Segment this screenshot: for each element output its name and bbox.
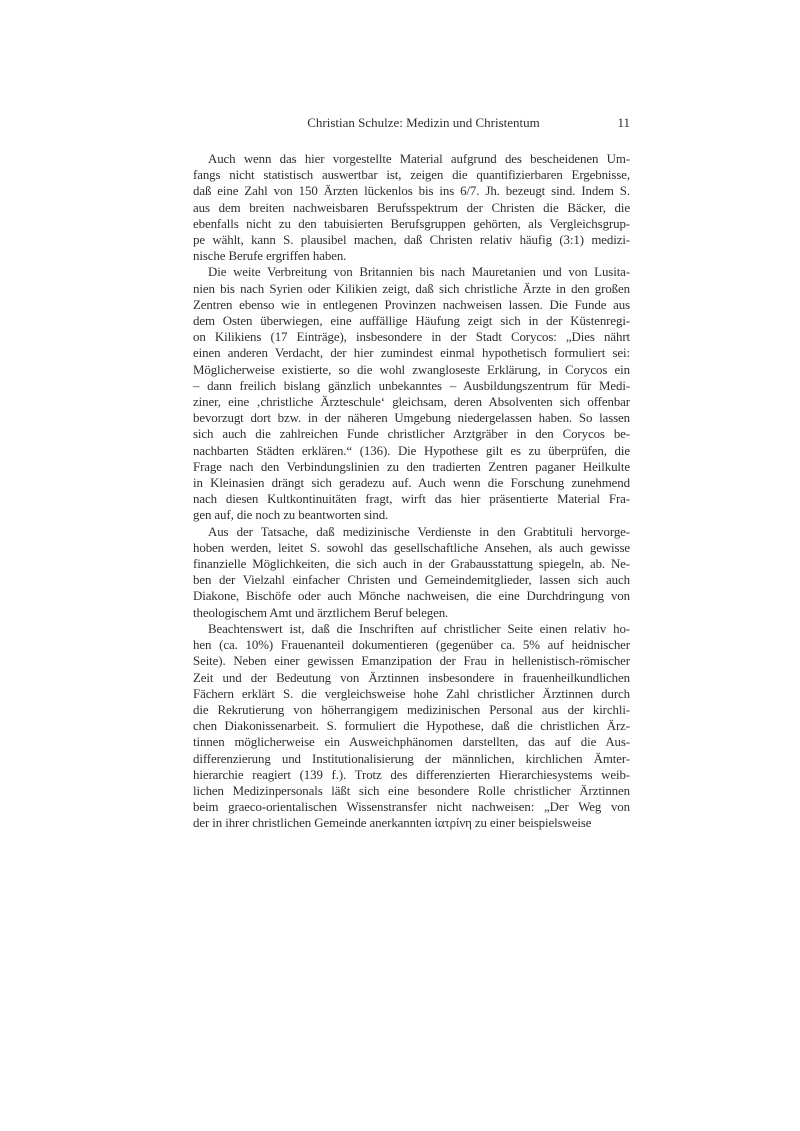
text-line: – dann freilich bislang gänzlich unbekanntes – Ausbildungszentrum für Medi- [193, 378, 630, 393]
text-line: ziner, eine ‚christliche Ärzteschule‘ gleichsam, deren Absolventen sich offenbar [193, 395, 630, 410]
text-line: hen (ca. 10%) Frauenanteil dokumentieren (gegenüber ca. 5% auf heidnischer [193, 638, 630, 653]
text-line: beim graeco-orientalischen Wissenstransfer nicht nachweisen: „Der Weg von [193, 800, 630, 815]
paragraph [193, 151, 630, 264]
text-line: Frage nach den Verbindungslinien zu den tradierten Zentren paganer Heilkulte [193, 459, 630, 474]
text-line: dem Osten überwiegen, eine auffällige Häufung zeigt sich in der Küstenregi- [193, 314, 630, 329]
text-line: der in ihrer christlichen Gemeinde anerkannten ἰατρίνη zu einer beispielsweise [193, 816, 592, 831]
text-line: lichen Medizinpersonals läßt sich eine besondere Rolle christlicher Ärztinnen [193, 783, 630, 798]
text-line: gen auf, die noch zu beantworten sind. [193, 508, 389, 523]
text-line: nien bis nach Syrien oder Kilikien zeigt, daß sich christliche Ärzte in den großen [193, 281, 630, 296]
text-line: Aus der Tatsache, daß medizinische Verdienste in den Grabtituli hervorge- [208, 524, 630, 539]
paragraph [193, 264, 630, 523]
text-line: Möglicherweise existierte, so die wohl zwangloseste Erklärung, in Corycos ein [193, 362, 630, 377]
text-line: die Rekrutierung von höherrangigem medizinischen Personal aus der kirchli- [193, 702, 630, 717]
text-line: hierarchie reagiert (139 f.). Trotz des differenzierten Hierarchiesystems weib- [193, 767, 630, 782]
text-line: Auch wenn das hier vorgestellte Material aufgrund des bescheidenen Um- [208, 152, 630, 166]
text-line: einen anderen Verdacht, der hier zumindest einmal hypothetisch formuliert sei: [193, 346, 630, 361]
text-line: in Kleinasien drängt sich geradezu auf. Auch wenn die Forschung zunehmend [193, 476, 630, 491]
text-line: Zeit und der Bedeutung von Ärztinnen insbesondere in frauenheilkundlichen [193, 670, 630, 685]
text-line: Diakone, Bischöfe oder auch Mönche nachweisen, die eine Durchdringung von [193, 589, 630, 604]
text-line: nach diesen Kultkontinuitäten fragt, wirft das hier präsentierte Material Fra- [193, 492, 630, 507]
page-number: 11 [617, 115, 630, 130]
text-line: bevorzugt dort bzw. in der näheren Umgebung niedergelassen haben. So lassen [193, 411, 630, 426]
text-line: hoben werden, leitet S. sowohl das gesellschaftliche Ansehen, als auch gewisse [193, 540, 630, 555]
text-line: theologischem Amt und ärztlichem Beruf belegen. [193, 605, 449, 620]
text-line: sich auch die zahlreichen Funde christlicher Arztgräber in den Corycos be- [193, 427, 630, 442]
text-line: daß eine Zahl von 150 Ärzten lückenlos bis ins 6/7. Jh. bezeugt sind. Indem S. [193, 184, 630, 199]
text-line: Seite). Neben einer gewissen Emanzipation der Frau in hellenistisch-römischer [193, 654, 630, 669]
text-line: nische Berufe ergriffen haben. [193, 249, 347, 264]
text-line: tinnen möglicherweise ein Ausweichphänomen darstellten, das auf die Aus- [193, 735, 630, 750]
running-head-title: Christian Schulze: Medizin und Christentum [307, 115, 540, 130]
text-line: Beachtenswert ist, daß die Inschriften auf christlicher Seite einen relativ ho- [208, 621, 630, 636]
text-line: fangs nicht statistisch auswertbar ist, zeigen die quantifizierbaren Ergebnisse, [193, 168, 630, 183]
text-line: on Kilikiens (17 Einträge), insbesondere in der Stadt Corycos: „Dies nährt [193, 330, 630, 345]
text-line: aus dem breiten nachweisbaren Berufsspektrum der Christen die Bäcker, die [193, 200, 630, 215]
text-line: Zentren ebenso wie in entlegenen Provinzen nachweisen lassen. Die Funde aus [193, 297, 630, 312]
text-line: Die weite Verbreitung von Britannien bis nach Mauretanien und von Lusita- [208, 265, 630, 280]
text-line: nachbarten Städten erklären.“ (136). Die Hypothese gilt es zu überprüfen, die [193, 443, 630, 458]
text-line: finanzielle Möglichkeiten, die sich auch in der Grabausstattung spiegeln, ab. Ne- [193, 557, 630, 572]
text-line: ben der Vielzahl einfacher Christen und Gemeindemitglieder, lassen sich auch [193, 573, 630, 588]
text-block [193, 151, 630, 832]
text-line: Fächern erklärt S. die vergleichsweise hohe Zahl christlicher Ärztinnen durch [193, 686, 630, 701]
paragraph [193, 524, 630, 621]
text-line: chen Diakonissenarbeit. S. formuliert die Hypothese, daß die christlichen Ärz- [193, 719, 630, 734]
text-line: differenzierung und Institutionalisierung der männlichen, kirchlichen Ämter- [193, 751, 630, 766]
paragraph [193, 621, 630, 832]
text-line: ebenfalls nicht zu den tabuisierten Berufsgruppen gehörten, als Vergleichsgrup- [193, 216, 630, 231]
running-head [193, 114, 630, 132]
text-line: pe wählt, kann S. plausibel machen, daß Christen relativ häufig (3:1) medizi- [193, 233, 630, 248]
